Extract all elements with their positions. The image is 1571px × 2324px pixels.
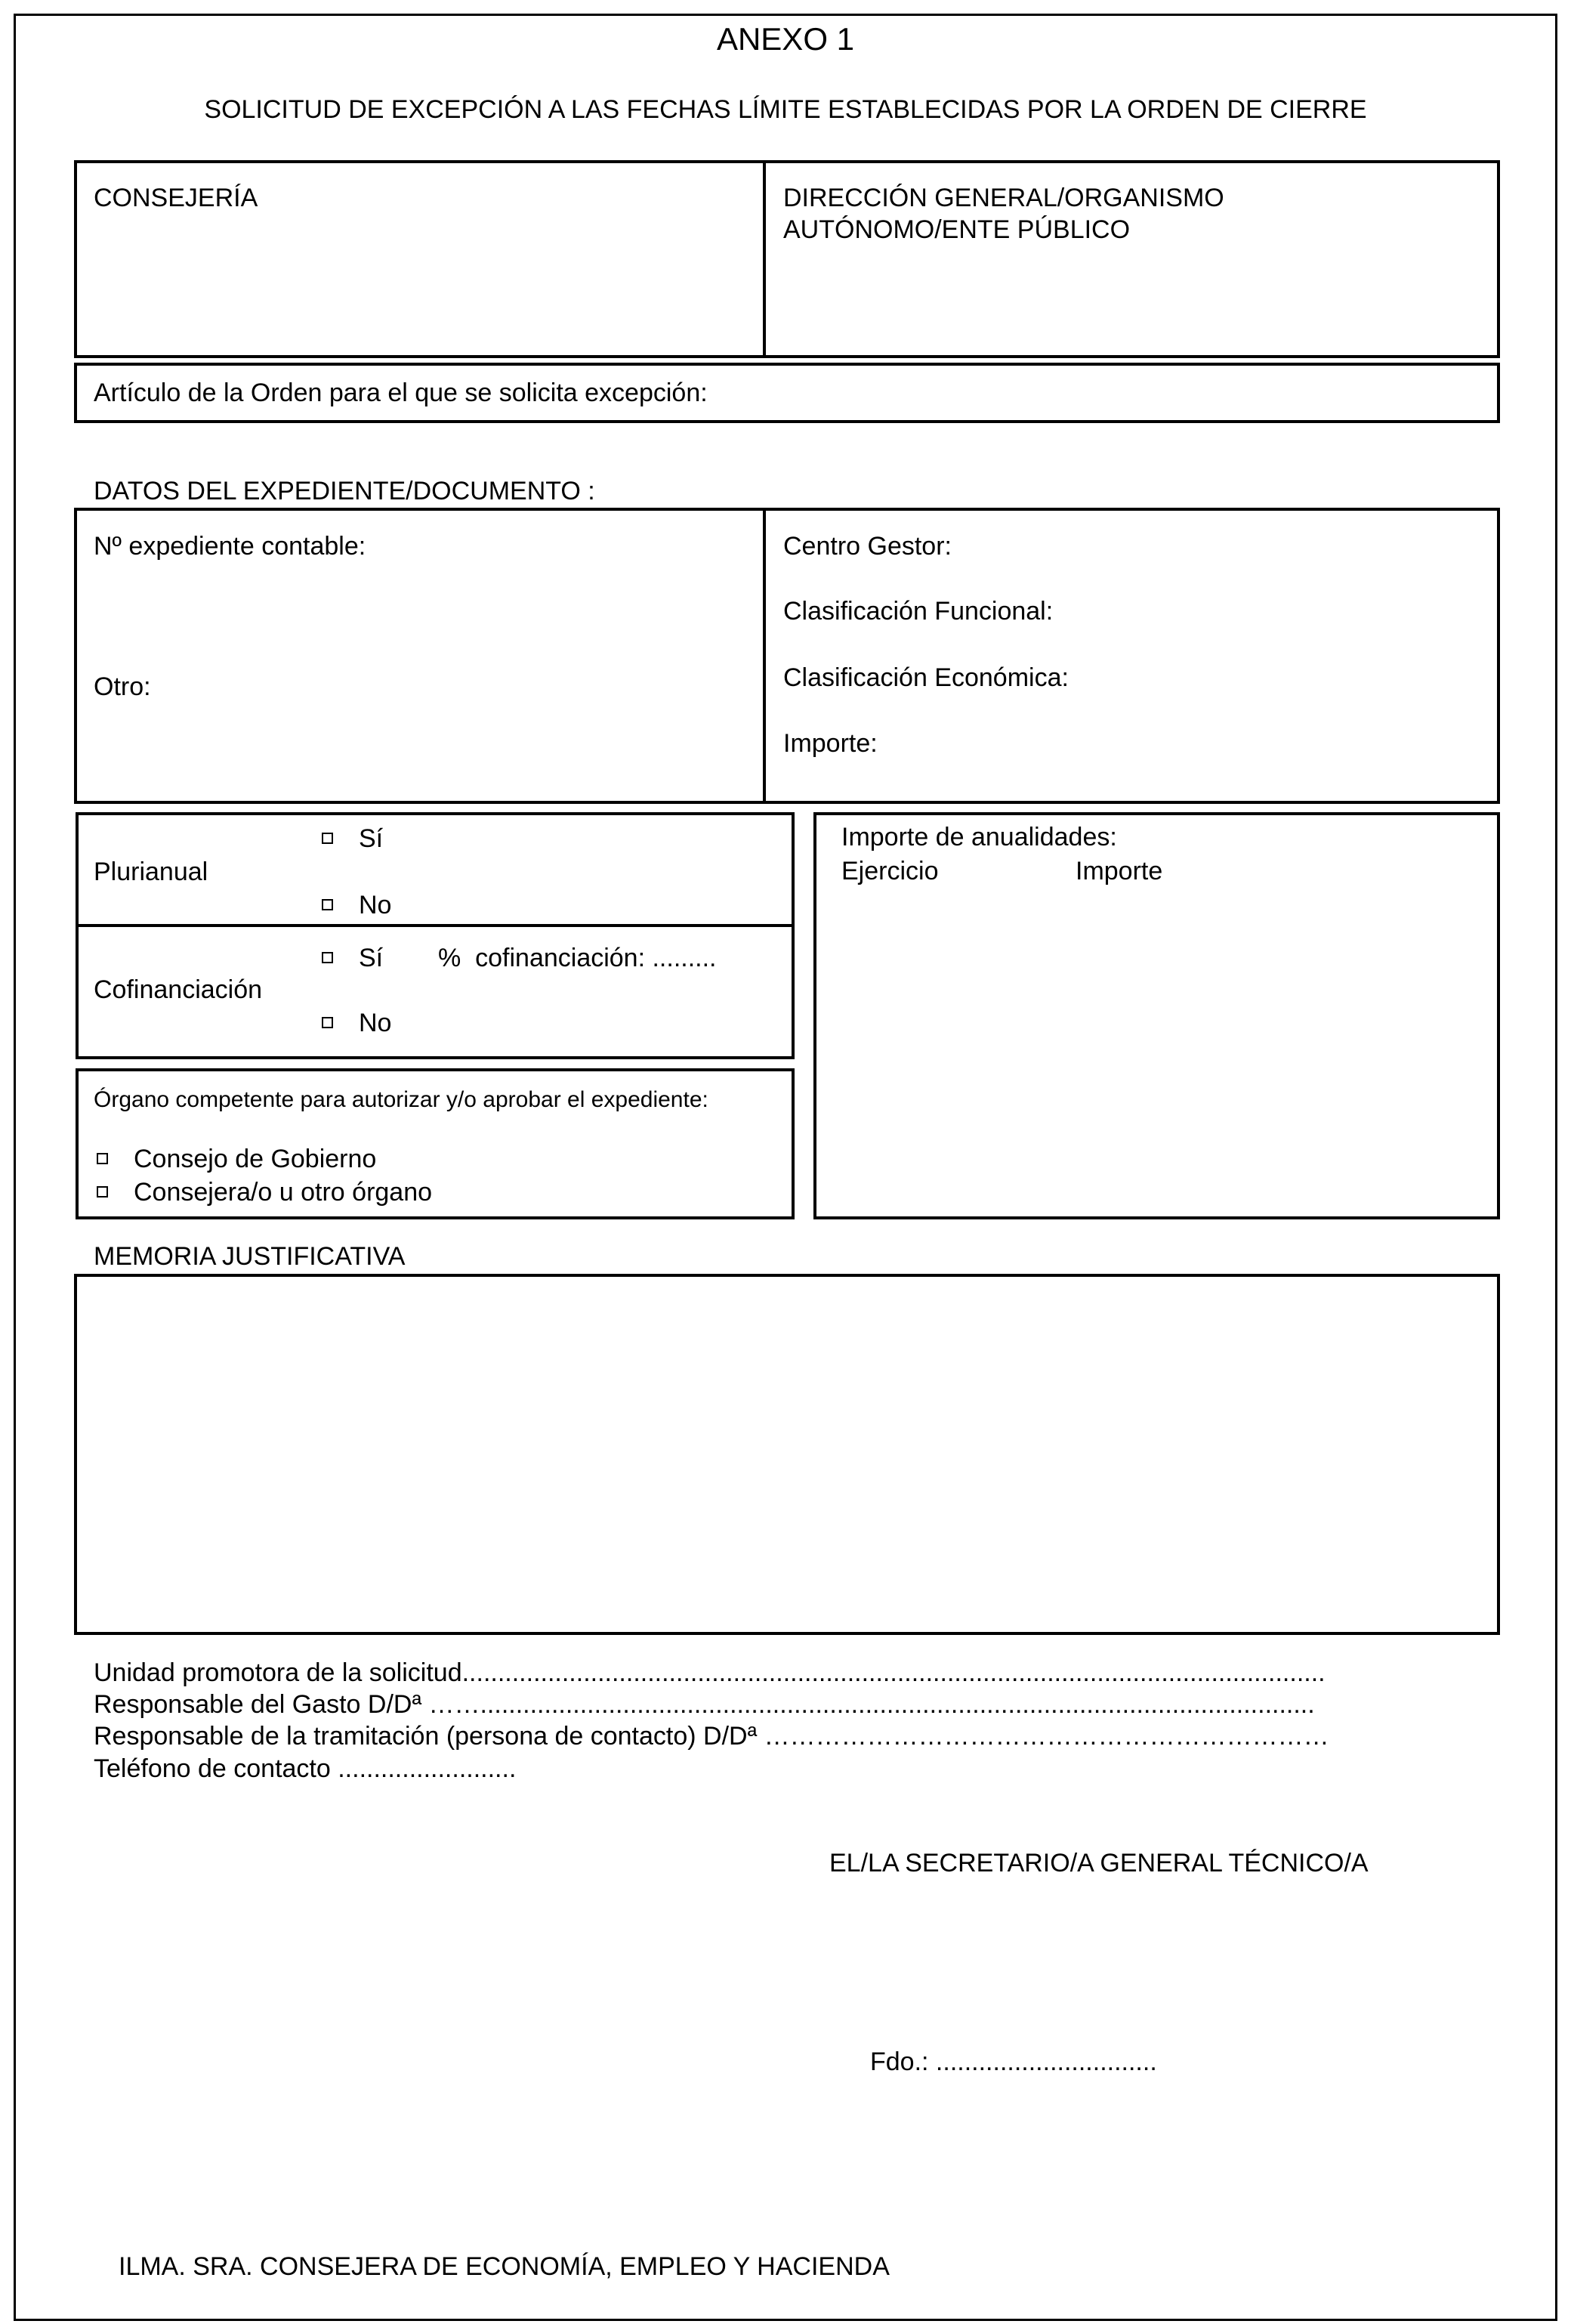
telefono-field[interactable]: Teléfono de contacto ......................... [94, 1754, 517, 1783]
checkbox-icon [322, 952, 333, 963]
checkbox-icon [322, 899, 333, 910]
checkbox-icon [97, 1186, 108, 1198]
checkbox-icon [97, 1153, 108, 1164]
plurianual-si-checkbox[interactable] [322, 824, 383, 854]
importe-column-header: Importe [1076, 857, 1163, 885]
option-label: Sí [359, 944, 384, 972]
divider [763, 508, 766, 804]
direccion-general-label-2: AUTÓNOMO/ENTE PÚBLICO [783, 215, 1131, 244]
option-label: Sí [359, 824, 384, 853]
divider [763, 160, 766, 358]
organo-option-consejera-checkbox[interactable] [97, 1177, 432, 1207]
clasificacion-funcional-field[interactable]: Clasificación Funcional: [783, 597, 1054, 626]
consejeria-field[interactable]: CONSEJERÍA [94, 184, 258, 212]
articulo-label: Artículo de la Orden para el que se solicita excepción: [94, 379, 708, 407]
cofinanciacion-si-checkbox[interactable] [322, 943, 383, 973]
direccion-general-field[interactable]: DIRECCIÓN GENERAL/ORGANISMO [783, 184, 1224, 212]
organo-option-consejo-checkbox[interactable] [97, 1144, 376, 1174]
cofinanciacion-label: Cofinanciación [94, 975, 263, 1004]
expediente-field[interactable]: Nº expediente contable: [94, 532, 366, 561]
option-label: Consejo de Gobierno [134, 1145, 377, 1173]
plurianual-no-checkbox[interactable] [322, 890, 391, 920]
signature-field[interactable]: Fdo.: ............................... [870, 2047, 1157, 2076]
anualidades-heading: Importe de anualidades: [841, 823, 1117, 851]
form-subtitle: SOLICITUD DE EXCEPCIÓN A LAS FECHAS LÍMITE ESTABLECIDAS POR LA ORDEN DE CIERRE [204, 95, 1367, 124]
otro-field[interactable]: Otro: [94, 672, 151, 701]
plurianual-label: Plurianual [94, 858, 208, 886]
organo-heading: Órgano competente para autorizar y/o aprobar el expediente: [94, 1087, 708, 1112]
option-label: No [359, 891, 392, 919]
plurianual-cofinanciacion-box [76, 812, 795, 1059]
memoria-heading: MEMORIA JUSTIFICATIVA [94, 1242, 406, 1271]
datos-heading: DATOS DEL EXPEDIENTE/DOCUMENTO : [94, 477, 595, 505]
clasificacion-economica-field[interactable]: Clasificación Económica: [783, 663, 1069, 692]
porcentaje-cofinanciacion-field[interactable]: % cofinanciación: ......... [438, 944, 717, 972]
checkbox-icon [322, 833, 333, 844]
option-label: No [359, 1009, 392, 1037]
option-label: Consejera/o u otro órgano [134, 1178, 433, 1207]
signature-role: EL/LA SECRETARIO/A GENERAL TÉCNICO/A [829, 1849, 1369, 1877]
addressee: ILMA. SRA. CONSEJERA DE ECONOMÍA, EMPLEO Y HACIENDA [119, 2252, 890, 2281]
responsable-tramitacion-field[interactable]: Responsable de la tramitación (persona de contacto) D/Dª ………………………………………………………… [94, 1722, 1329, 1751]
annex-title: ANEXO 1 [716, 21, 855, 57]
divider [76, 924, 795, 927]
importe-field[interactable]: Importe: [783, 729, 878, 758]
cofinanciacion-no-checkbox[interactable] [322, 1008, 391, 1038]
responsable-gasto-field[interactable]: Responsable del Gasto D/Dª ……..................................................................................................................... [94, 1690, 1315, 1719]
centro-gestor-field[interactable]: Centro Gestor: [783, 532, 952, 561]
unidad-promotora-field[interactable]: Unidad promotora de la solicitud......................................................................................................................... [94, 1658, 1326, 1687]
memoria-textarea[interactable] [74, 1274, 1500, 1635]
ejercicio-column-header: Ejercicio [841, 857, 939, 885]
checkbox-icon [322, 1017, 333, 1028]
